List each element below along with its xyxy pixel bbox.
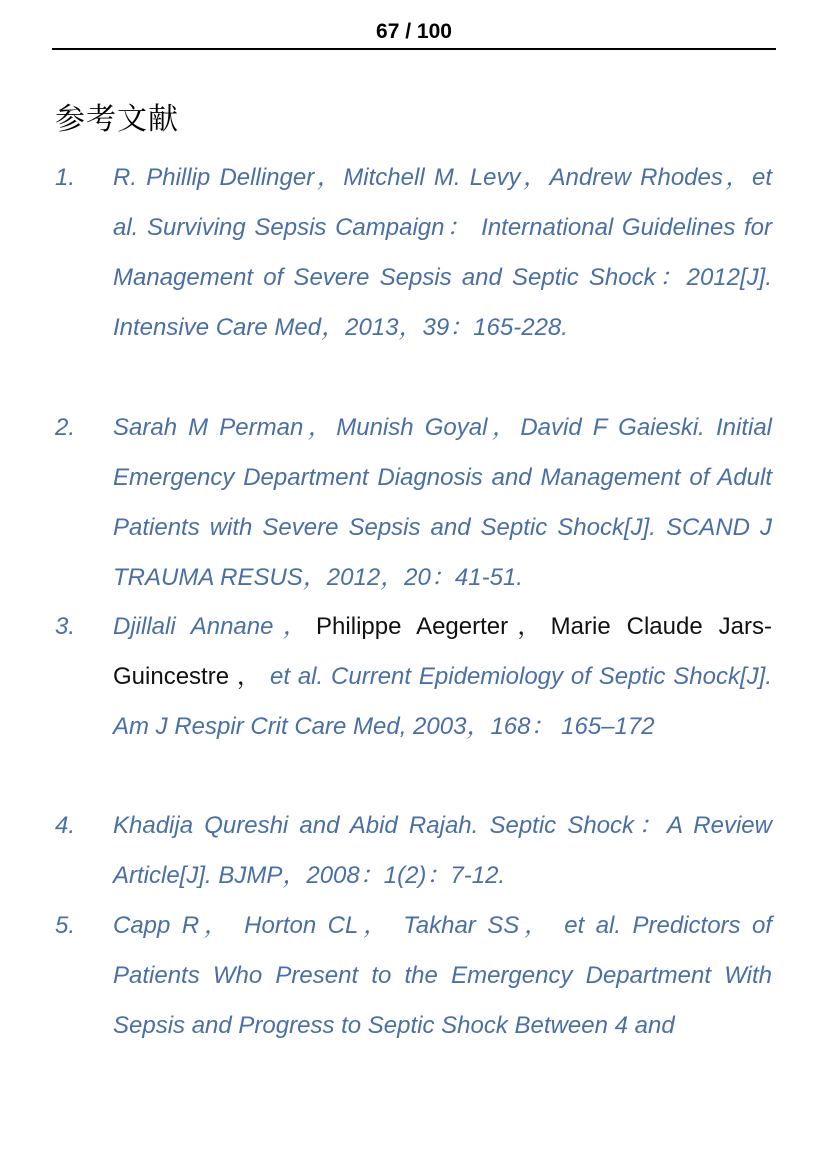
reference-number: 2. [55,414,76,441]
reference-number: 4. [55,812,76,839]
page-number-header: 67 / 100 [52,16,776,50]
reference-text [113,602,772,752]
reference-text: R. Phillip Dellinger，Mitchell M. Levy，Andrew Rhodes，et al. Surviving Sepsis Campaign： International Guidelines for Management of Severe Sepsis and Septic Shock：2012[J]. Intensive Care Med，2013，39：165-228. [113,164,772,341]
reference-number: 1. [55,164,76,191]
reference-number: 3. [55,613,76,640]
reference-text: Khadija Qureshi and Abid Rajah. Septic Shock：A Review Article[J]. BJMP，2008：1(2)：7-12. [113,812,772,889]
reference-text: Capp R， Horton CL， Takhar SS， et al. Predictors of Patients Who Present to the Emergency Department With Sepsis and Progress to Septic Shock Between 4 and [113,912,772,1039]
reference-item-2 [55,403,772,603]
reference-text-part: et al. Current Epidemiology of Septic Shock[J]. Am J Respir Crit Care Med, 2003，168： 165–172 [113,663,773,740]
reference-item-3 [55,602,772,752]
section-title: 参考文献 [55,102,179,137]
reference-item-4 [55,801,772,901]
reference-item-5 [55,901,772,1051]
reference-text-part-highlight: Philippe Aegerter，Marie Claude Jars-Guincestre ， [113,613,772,690]
reference-text-part: Djillali Annane， [113,613,317,640]
reference-item-1 [55,153,772,353]
reference-number: 5. [55,912,76,939]
reference-text: Sarah M Perman，Munish Goyal，David F Gaieski. Initial Emergency Department Diagnosis and Management of Adult Patients with Severe Sepsis and Septic Shock[J]. SCAND J TRAUMA RESUS，2012，20：41-51. [113,414,772,591]
